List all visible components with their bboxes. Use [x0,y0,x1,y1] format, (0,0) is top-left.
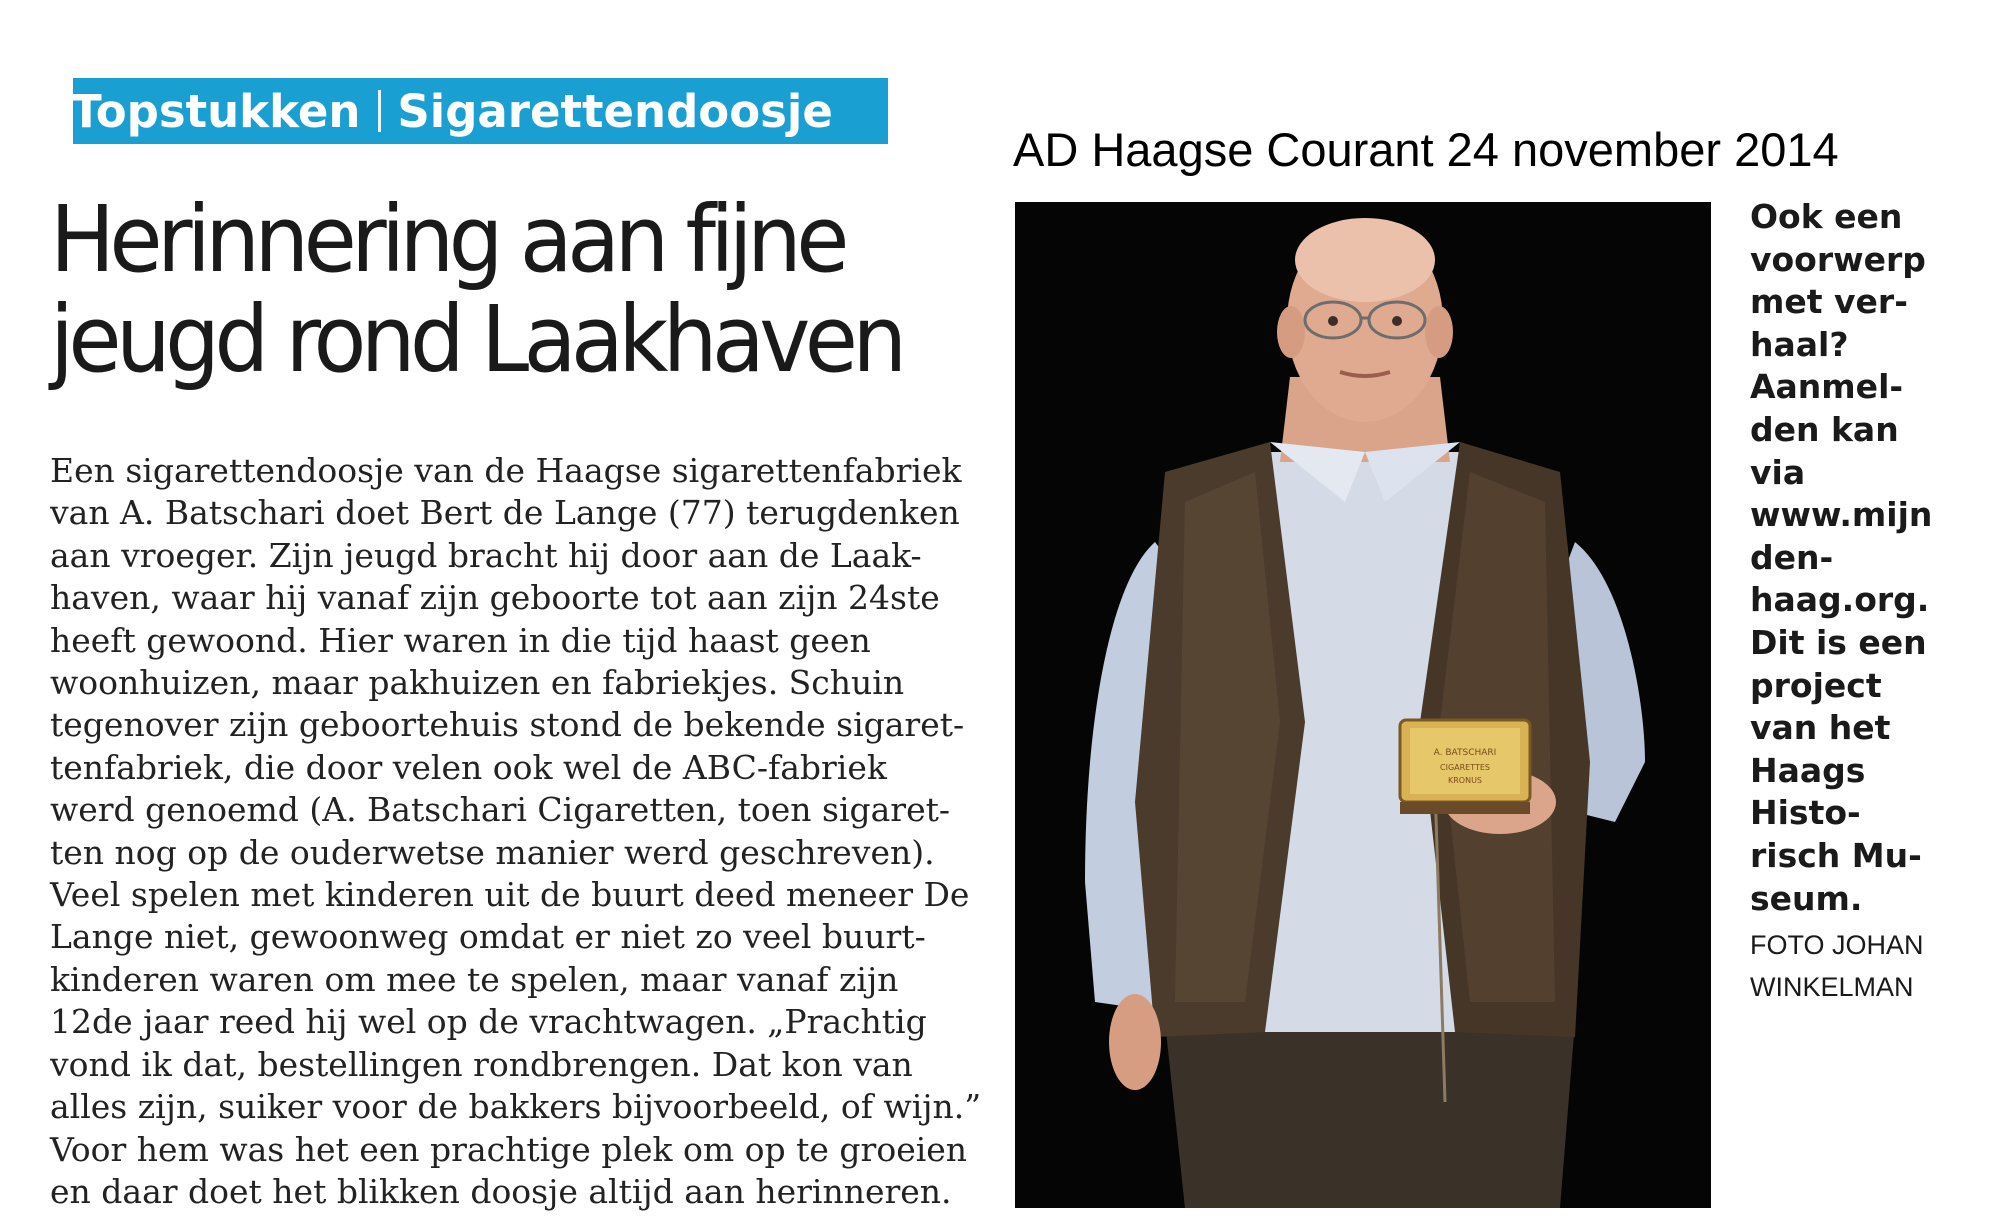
body-line: woonhuizen, maar pakhuizen en fabriekjes. Schuin [50,663,905,703]
kicker-topic: Sigarettendoosje [397,84,833,138]
sidebar-line: Haags [1750,750,1866,790]
body-line: vond ik dat, bestellingen rondbrengen. Dat kon van [50,1044,913,1084]
source-line: AD Haagse Courant 24 november 2014 [1013,123,1839,176]
body-line: 12de jaar reed hij wel op de vrachtwagen. „Prachtig [50,1002,927,1042]
sidebar-line: Dit is een [1750,622,1927,662]
sidebar-line: Ook een [1750,197,1903,236]
body-line: Lange niet, gewoonweg omdat er niet zo veel buurt- [50,917,926,957]
tin-label-brand: A. BATSCHARI [1433,748,1497,758]
sidebar-line: risch Mu- [1750,835,1922,875]
portrait-photo [1015,202,1711,1208]
sidebar-line: Aanmel- [1750,367,1904,407]
sidebar-line: Histo- [1750,793,1861,833]
sidebar-line: den kan [1750,409,1899,449]
photo-credit-line-1: FOTO JOHAN [1750,930,1924,960]
headline-line-2: jeugd rond Laakhaven [50,286,902,393]
body-line: Een sigarettendoosje van de Haagse sigarettenfabriek [50,451,962,490]
headline [50,186,902,393]
sidebar-line: www.mijn [1750,495,1933,535]
body-line: werd genoemd (A. Batschari Cigaretten, toen sigaret- [50,790,951,830]
headline-line-1: Herinnering aan fijne [50,186,844,293]
section-kicker [73,78,888,144]
body-line: van A. Batschari doet Bert de Lange (77) terugdenken [50,493,960,533]
body-line: Veel spelen met kinderen uit de buurt deed meneer De [50,875,970,915]
sidebar-line: project [1750,665,1882,705]
body-line: ten nog op de ouderwetse manier werd geschreven). [50,832,935,872]
body-line: kinderen waren om mee te spelen, maar vanaf zijn [50,959,899,999]
kicker-divider [378,90,381,132]
sidebar-line: haal? [1750,324,1849,364]
body-line: Voor hem was het een prachtige plek om op te groeien [50,1129,968,1169]
sidebar-line: met ver- [1750,282,1908,322]
body-line: heeft gewoond. Hier waren in die tijd haast geen [50,620,871,660]
photo-credit [1750,924,1924,1008]
body-line: tegenover zijn geboortehuis stond de bekende sigaret- [50,705,965,745]
article-body [50,450,1010,1213]
sidebar-line: voorwerp [1750,239,1926,279]
photo-credit-line-2: WINKELMAN [1750,972,1914,1002]
body-line: haven, waar hij vanaf zijn geboorte tot aan zijn 24ste [50,578,940,618]
portrait-illustration [1015,202,1711,1208]
tin-label-line2: CIGARETTES [1440,763,1490,772]
body-line: alles zijn, suiker voor de bakkers bijvoorbeeld, of wijn.” [50,1087,982,1127]
kicker-section: Topstukken [71,84,361,138]
sidebar-line: den- [1750,537,1834,577]
tin-label-line3: KRONUS [1447,776,1483,785]
sidebar-line: haag.org. [1750,580,1930,620]
body-line: tenfabriek, die door velen ook wel de ABC-fabriek [50,747,887,787]
sidebar-callout [1750,196,1932,920]
sidebar-line: seum. [1750,878,1863,918]
sidebar-line: via [1750,452,1806,492]
body-line: en daar doet het blikken doosje altijd aan herinneren. [50,1171,952,1211]
sidebar-line: van het [1750,708,1891,748]
body-line: aan vroeger. Zijn jeugd bracht hij door aan de Laak- [50,535,922,575]
